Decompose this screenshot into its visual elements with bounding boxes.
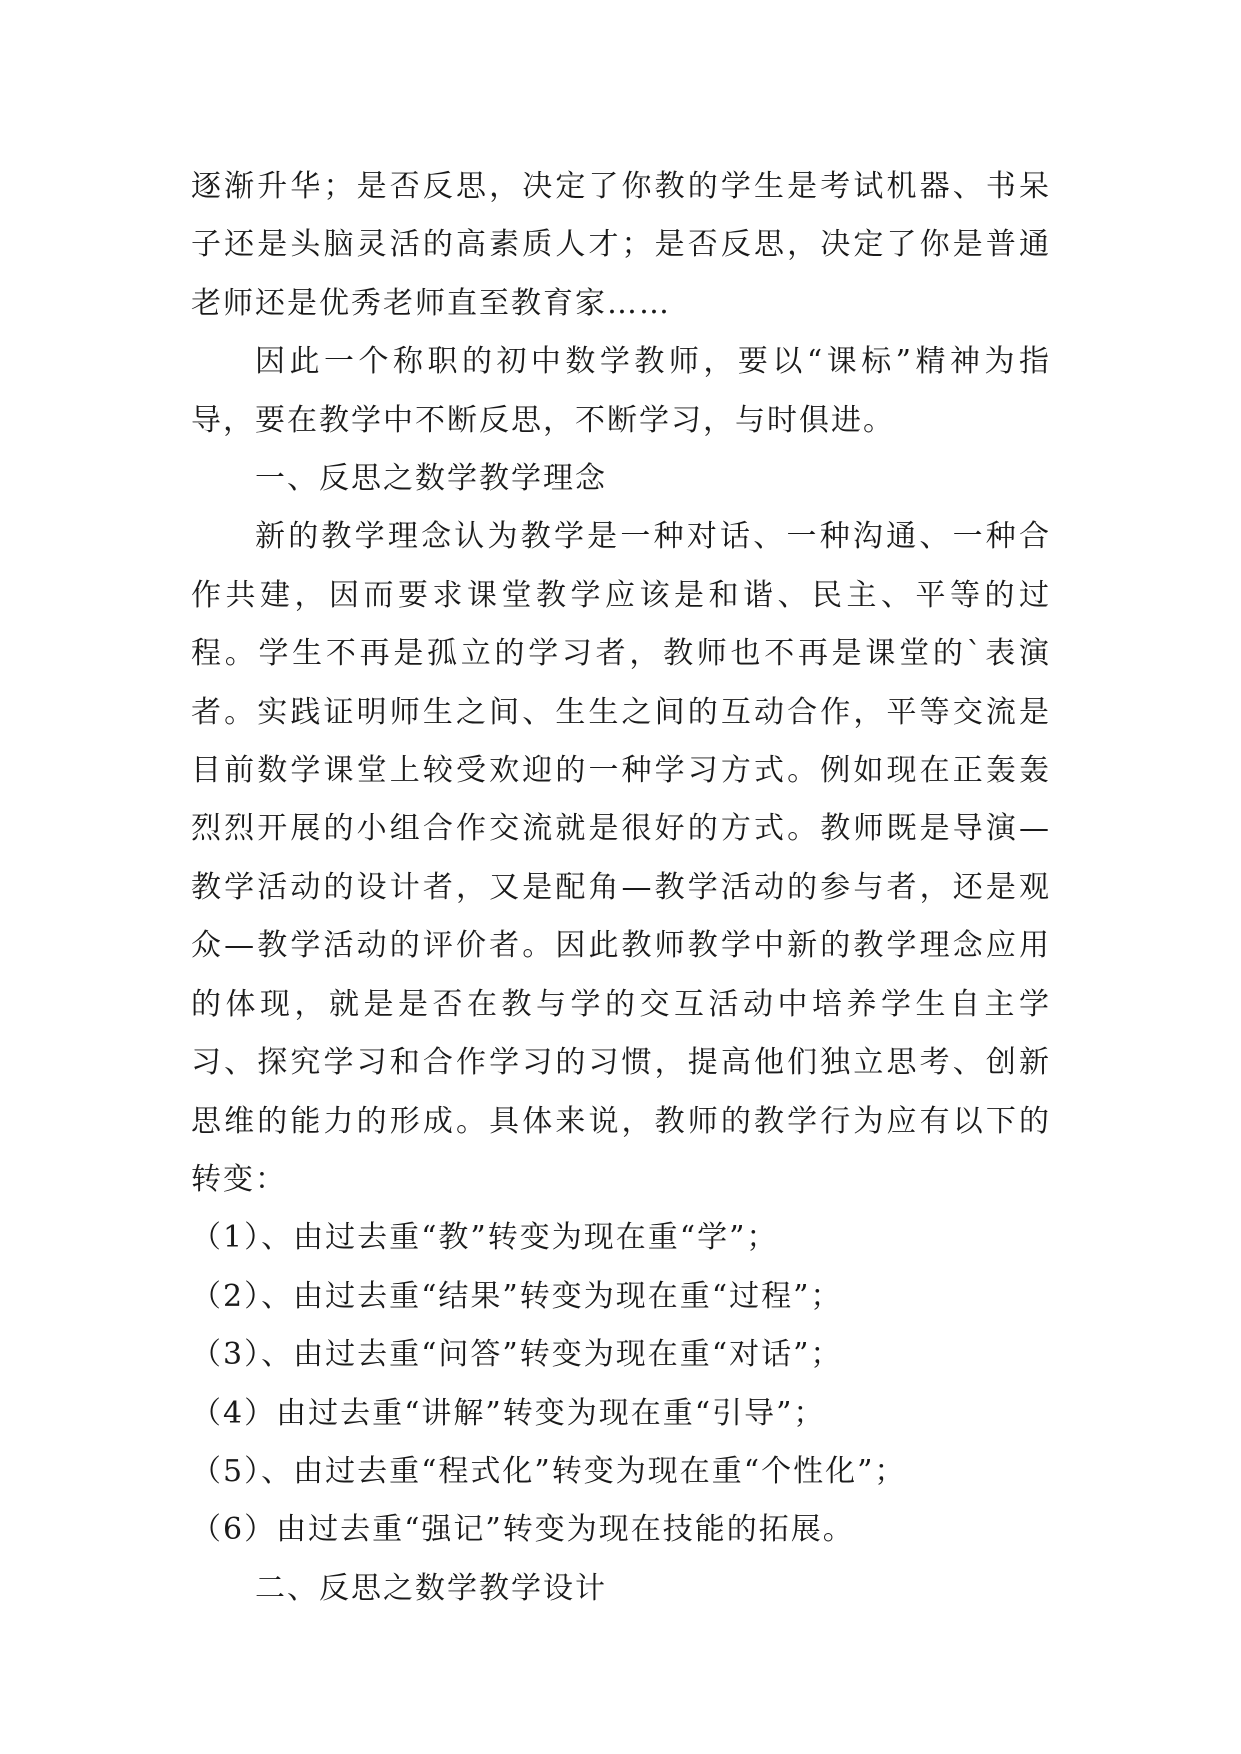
paragraph-continuation: 逐渐升华；是否反思，决定了你教的学生是考试机器、书呆子还是头脑灵活的高素质人才；是否反思，决定了你是普通老师还是优秀老师直至教育家……: [191, 169, 1051, 321]
list-item: （5）、由过去重“程式化”转变为现在重“个性化”；: [191, 1453, 907, 1489]
section-heading-1: 一、反思之数学教学理念: [255, 461, 607, 497]
list-item: （4）由过去重“讲解”转变为现在重“引导”；: [191, 1395, 826, 1431]
list-item: （6）由过去重“强记”转变为现在技能的拓展。: [191, 1512, 855, 1548]
list-item: （3）、由过去重“问答”转变为现在重“对话”；: [191, 1337, 843, 1373]
list-item: （2）、由过去重“结果”转变为现在重“过程”；: [191, 1278, 843, 1314]
section-heading-2: 二、反思之数学教学设计: [255, 1570, 607, 1606]
paragraph-teaching-concept: 新的教学理念认为教学是一种对话、一种沟通、一种合作共建，因而要求课堂教学应该是和谐、民主、平等的过程。学生不再是孤立的学习者，教师也不再是课堂的`表演者。实践证明师生之间、生生之间的互动合作，平等交流是目前数学课堂上较受欢迎的一种学习方式。例如现在正轰轰烈烈开展的小组合作交流就是很好的方式。教师既是导演—教学活动的设计者，又是配角—教学活动的参与者，还是观众—教学活动的评价者。因此教师教学中新的教学理念应用的体现，就是是否在教与学的交互活动中培养学生自主学习、探究学习和合作学习的习惯，提高他们独立思考、创新思维的能力的形成。具体来说，教师的教学行为应有以下的转变：: [191, 519, 1051, 1197]
paragraph-intro: 因此一个称职的初中数学教师，要以“课标”精神为指导，要在教学中不断反思，不断学习，与时俱进。: [191, 344, 1051, 438]
document-body: [191, 158, 1051, 1618]
list-item: （1）、由过去重“教”转变为现在重“学”；: [191, 1220, 779, 1256]
